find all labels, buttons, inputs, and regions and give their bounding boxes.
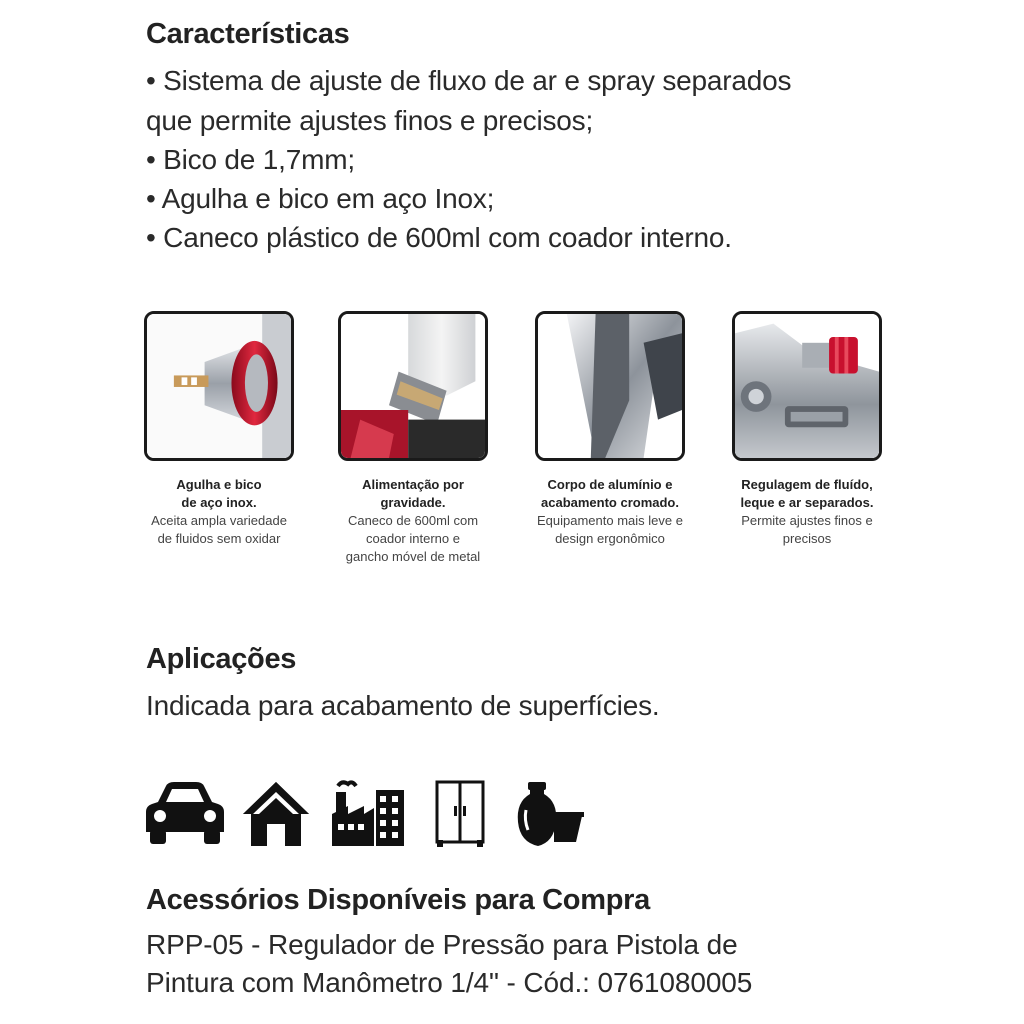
caption-title-line-1: Corpo de alumínio e (547, 477, 673, 492)
wardrobe-icon (435, 780, 485, 848)
accessory-line-1: RPP-05 - Regulador de Pressão para Pistola de (146, 929, 738, 960)
applications-text: Indicada para acabamento de superfícies. (146, 690, 660, 721)
caption-needle-nozzle (134, 476, 304, 548)
caption-desc-line-1: Equipamento mais leve e (537, 513, 683, 528)
photo-fluid-regulation (732, 311, 882, 461)
caption-desc-line-2: coador interno e (366, 531, 460, 546)
caption-aluminum-body (525, 476, 695, 548)
caption-title-line-1: Agulha e bico (176, 477, 262, 492)
caption-desc-line-2: precisos (782, 531, 832, 546)
caption-title-line-2: de aço inox. (181, 495, 257, 510)
caption-title-line-2: leque e ar separados. (740, 495, 874, 510)
vase-icon (514, 780, 584, 848)
applications-title: Aplicações (146, 643, 297, 675)
caption-desc-line-2: design ergonômico (555, 531, 665, 546)
caption-title-line-2: acabamento cromado. (541, 495, 679, 510)
factory-icon (330, 780, 406, 848)
photo-needle-nozzle (144, 311, 294, 461)
house-icon (241, 780, 311, 848)
accessory-line-2: Pintura com Manômetro 1/4" - Cód.: 0761080005 (146, 967, 753, 998)
caption-title-line-2: gravidade. (380, 495, 446, 510)
feature-line-4: • Agulha e bico em aço Inox; (146, 183, 495, 214)
feature-line-2: que permite ajustes finos e precisos; (146, 105, 594, 136)
feature-line-1: • Sistema de ajuste de fluxo de ar e spray separados (146, 65, 792, 96)
caption-title-line-1: Alimentação por (362, 477, 464, 492)
features-title: Características (146, 18, 350, 50)
caption-gravity-cup (328, 476, 498, 566)
accessories-title: Acessórios Disponíveis para Compra (146, 884, 650, 916)
car-icon (144, 780, 226, 848)
caption-desc-line-1: Aceita ampla variedade (151, 513, 287, 528)
caption-desc-line-3: gancho móvel de metal (345, 549, 481, 564)
photo-gravity-cup (338, 311, 488, 461)
caption-desc-line-1: Permite ajustes finos e (741, 513, 873, 528)
feature-line-3: • Bico de 1,7mm; (146, 144, 355, 175)
caption-fluid-regulation (722, 476, 892, 548)
caption-desc-line-1: Caneco de 600ml com (347, 513, 479, 528)
photo-aluminum-body (535, 311, 685, 461)
feature-line-5: • Caneco plástico de 600ml com coador interno. (146, 222, 732, 253)
caption-desc-line-2: de fluidos sem oxidar (157, 531, 281, 546)
caption-title-line-1: Regulagem de fluído, (741, 477, 873, 492)
